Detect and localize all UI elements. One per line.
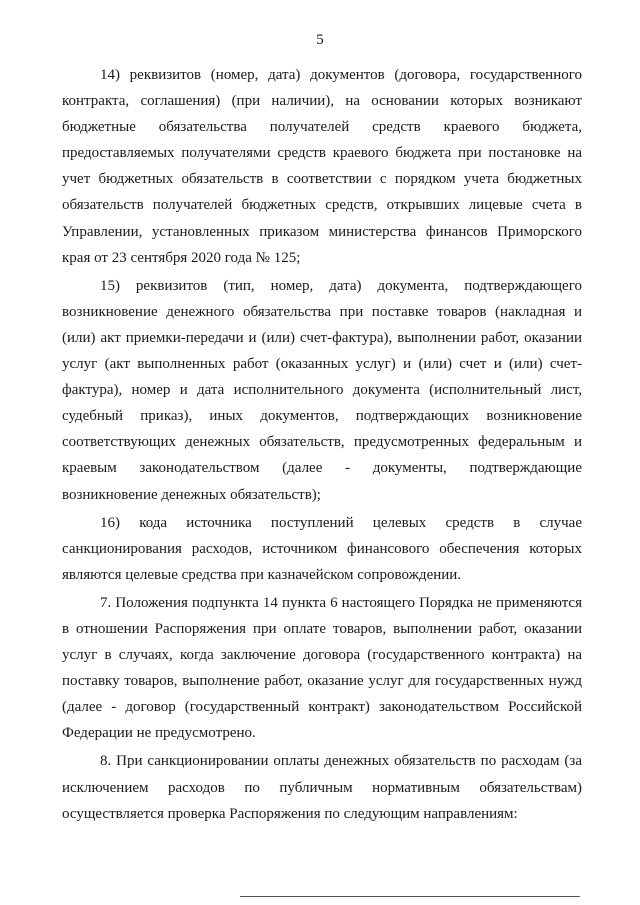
page-number: 5 [316, 32, 324, 48]
paragraph-7: 7. Положения подпункта 14 пункта 6 настоящего Порядка не применяются в отношении Распоряжения при оплате товаров, выполнении работ, оказании услуг в случаях, когда заключение договора (государственного контракта) на поставку товаров, выполнение работ, оказание услуг для государственных нужд (далее - договор (государственный контракт) законодательством Российской Федерации не предусмотрено. [62, 594, 582, 742]
paragraph-item-15: 15) реквизитов (тип, номер, дата) документа, подтверждающего возникновение денежного обязательства при поставке товаров (накладная и (или) акт приемки-передачи и (или) счет-фактура), выполнении работ, оказании услуг (акт выполненных работ (оказанных услуг) и (или) счет и (или) счет-фактура), номер и дата исполнительного документа (исполнительный лист, судебный приказ), иных документов, подтверждающих возникновение соответствующих денежных обязательств, предусмотренных федеральным и краевым законодательством (далее - документы, подтверждающие возникновение денежных обязательств); [62, 277, 582, 503]
bottom-rule [240, 896, 580, 897]
paragraph-item-16: 16) кода источника поступлений целевых средств в случае санкционирования расходов, источником финансового обеспечения которых являются целевые средства при казначейском сопровождении. [62, 514, 582, 583]
paragraph-item-14: 14) реквизитов (номер, дата) документов (договора, государственного контракта, соглашения) (при наличии), на основании которых возникают бюджетные обязательства получателей средств краевого бюджета, предоставляемых получателями средств краевого бюджета при постановке на учет бюджетных обязательств в соответствии с порядком учета бюджетных обязательств получателей бюджетных средств, открывших лицевые счета в Управлении, установленных приказом министерства финансов Приморского края от 23 сентября 2020 года № 125; [62, 67, 582, 266]
document-body [62, 62, 582, 827]
paragraph-8: 8. При санкционировании оплаты денежных обязательств по расходам (за исключением расходов по публичным нормативным обязательствам) осуществляется проверка Распоряжения по следующим направлениям: [62, 753, 582, 822]
